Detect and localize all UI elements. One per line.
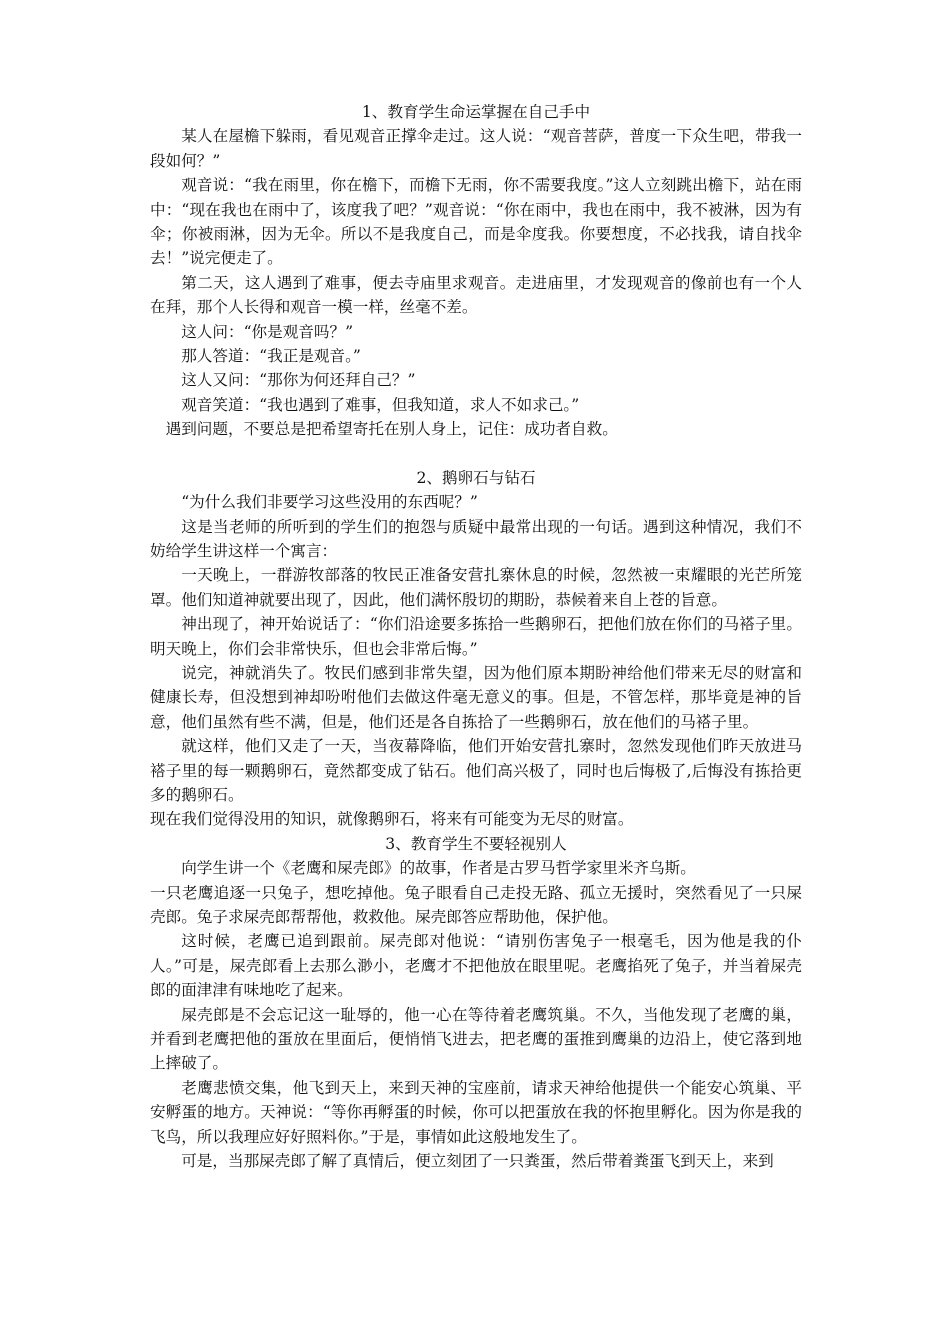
section-1-paragraph: 某人在屋檐下躲雨，看见观音正撑伞走过。这人说：“观音菩萨，普度一下众生吧，带我一段如何？”	[150, 127, 802, 170]
section-1-conclusion: 遇到问题，不要总是把希望寄托在别人身上，记住：成功者自救。	[165, 420, 618, 439]
section-3-paragraph: 这时候，老鹰已追到跟前。屎壳郎对他说：“请别伤害兔子一根毫毛，因为他是我的仆人。”可是，屎壳郎看上去那么渺小，老鹰才不把他放在眼里呢。老鹰掐死了兔子，并当着屎壳郎的面津津有味地吃了起来。	[150, 932, 802, 1000]
section-2-conclusion: 现在我们觉得没用的知识，就像鹅卵石，将来有可能变为无尽的财富。	[150, 810, 634, 829]
section-1-paragraph: 观音说：“我在雨里，你在檐下，而檐下无雨，你不需要我度。”这人立刻跳出檐下，站在雨中：“现在我也在雨中了，该度我了吧？”观音说：“你在雨中，我也在雨中，我不被淋，因为有伞；你被雨淋，因为无伞。所以不是我度自己，而是伞度我。你要想度，不必找我，请自找伞去！”说完便走了。	[150, 176, 802, 268]
section-1-paragraph: 观音笑道：“我也遇到了难事，但我知道，求人不如求己。”	[181, 395, 580, 414]
section-1-paragraph: 这人又问：“那你为何还拜自己？”	[181, 371, 416, 390]
section-2-title: 2、鹅卵石与钻石	[416, 468, 536, 487]
section-3-paragraph: 可是，当那屎壳郎了解了真情后，便立刻团了一只粪蛋，然后带着粪蛋飞到天上，来到	[181, 1152, 774, 1171]
section-3-paragraph: 一只老鹰追逐一只兔子，想吃掉他。兔子眼看自己走投无路、孤立无援时，突然看见了一只屎壳郎。兔子求屎壳郎帮帮他，救救他。屎壳郎答应帮助他，保护他。	[150, 883, 802, 926]
section-2-paragraph: 一天晚上，一群游牧部落的牧民正准备安营扎寨休息的时候，忽然被一束耀眼的光芒所笼罩。他们知道神就要出现了，因此，他们满怀殷切的期盼，恭候着来自上苍的旨意。	[150, 566, 802, 609]
section-3-paragraph: 向学生讲一个《老鹰和屎壳郎》的故事，作者是古罗马哲学家里米齐乌斯。	[181, 859, 696, 878]
section-spacer	[150, 442, 802, 466]
section-2-paragraph: 神出现了，神开始说话了：“你们沿途要多拣拾一些鹅卵石，把他们放在你们的马褡子里。明天晚上，你们会非常快乐，但也会非常后悔。”	[150, 615, 802, 658]
section-1-paragraph: 这人问：“你是观音吗？”	[181, 322, 354, 341]
section-3-paragraph: 老鹰悲愤交集，他飞到天上，来到天神的宝座前，请求天神给他提供一个能安心筑巢、平安孵蛋的地方。天神说：“等你再孵蛋的时候，你可以把蛋放在我的怀抱里孵化。因为你是我的飞鸟，所以我理应好好照料你。”于是，事情如此这般地发生了。	[150, 1078, 802, 1146]
section-1-title: 1、教育学生命运掌握在自己手中	[361, 103, 591, 121]
section-3-title: 3、教育学生不要轻视别人	[385, 834, 567, 853]
section-3-paragraph: 屎壳郎是不会忘记这一耻辱的，他一心在等待着老鹰筑巢。不久，当他发现了老鹰的巢，并看到老鹰把他的蛋放在里面后，便悄悄飞进去，把老鹰的蛋推到鹰巢的边沿上，使它落到地上摔破了。	[150, 1005, 802, 1073]
section-2-paragraph: 说完，神就消失了。牧民们感到非常失望，因为他们原本期盼神给他们带来无尽的财富和健康长寿，但没想到神却吩咐他们去做这件毫无意义的事。但是，不管怎样，那毕竟是神的旨意，他们虽然有些不满，但是，他们还是各自拣拾了一些鹅卵石，放在他们的马褡子里。	[150, 663, 802, 731]
section-1-paragraph: 第二天，这人遇到了难事，便去寺庙里求观音。走进庙里，才发现观音的像前也有一个人在拜，那个人长得和观音一模一样，丝毫不差。	[150, 273, 802, 317]
section-1-paragraph: 那人答道：“我正是观音。”	[181, 347, 361, 366]
document-page	[150, 100, 802, 1173]
section-2-paragraph: 这是当老师的所听到的学生们的抱怨与质疑中最常出现的一句话。遇到这种情况，我们不妨给学生讲这样一个寓言：	[150, 517, 802, 560]
section-2-paragraph: 就这样，他们又走了一天，当夜幕降临，他们开始安营扎寨时，忽然发现他们昨天放进马褡子里的每一颗鹅卵石，竟然都变成了钻石。他们高兴极了，同时也后悔极了,后悔没有拣拾更多的鹅卵石。	[150, 737, 802, 804]
section-2-paragraph: “为什么我们非要学习这些没用的东西呢？”	[181, 493, 478, 512]
